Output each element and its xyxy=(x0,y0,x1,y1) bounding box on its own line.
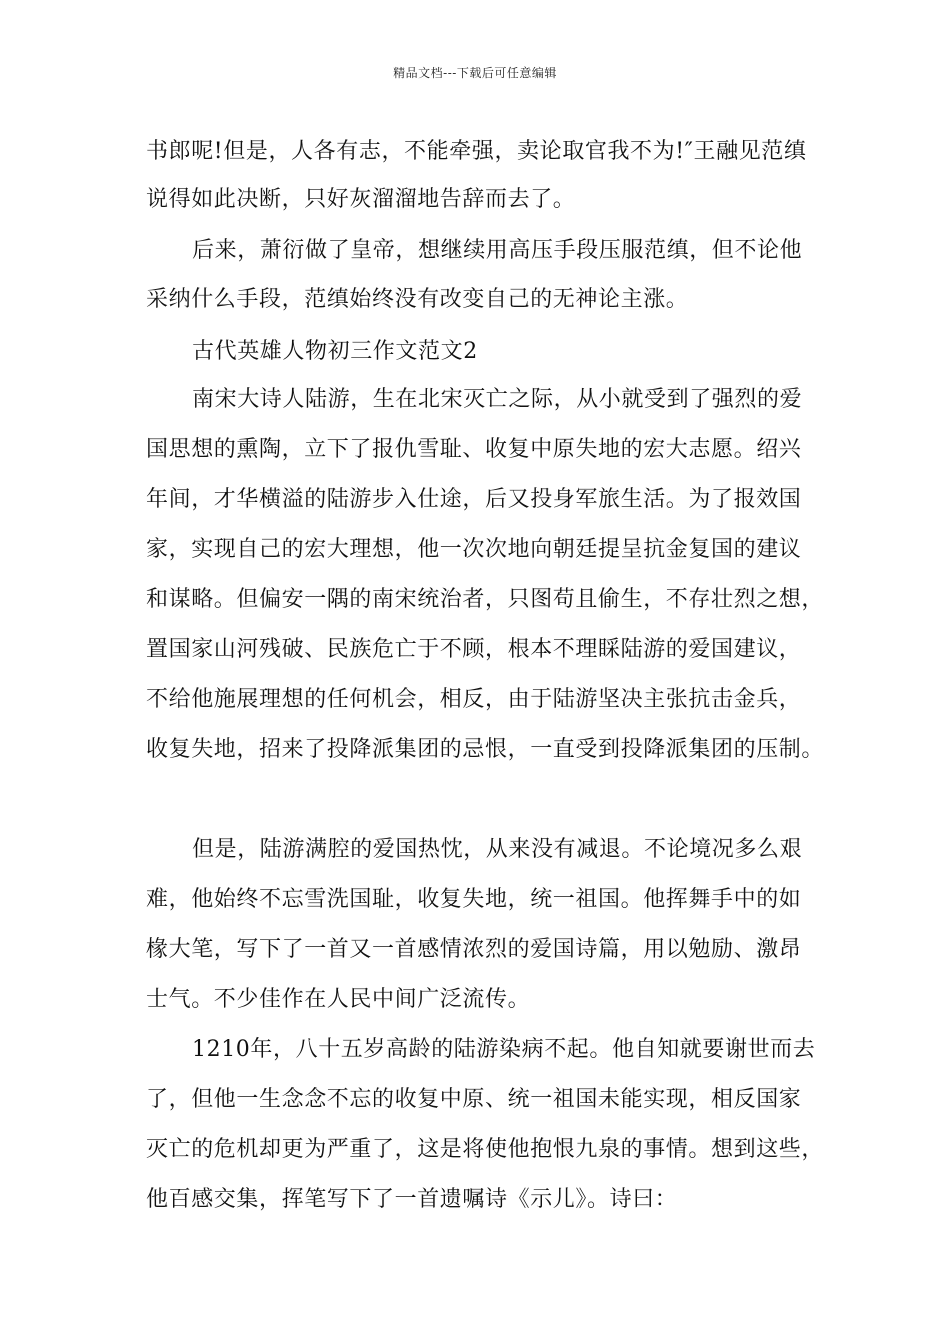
text-line: 椽大笔，写下了一首又一首感情浓烈的爱国诗篇，用以勉励、激昂 xyxy=(146,937,802,962)
text-line: 后来，萧衍做了皇帝，想继续用高压手段压服范缜，但不论他 xyxy=(192,238,803,263)
text-line: 年间，才华横溢的陆游步入仕途，后又投身军旅生活。为了报效国 xyxy=(146,487,802,512)
text-line: 收复失地，招来了投降派集团的忌恨，一直受到投降派集团的压制。 xyxy=(146,737,825,762)
text-line: 说得如此决断，只好灰溜溜地告辞而去了。 xyxy=(146,187,576,212)
section-title: 古代英雄人物初三作文范文2 xyxy=(192,339,478,364)
text-line: 难，他始终不忘雪洗国耻，收复失地，统一祖国。他挥舞手中的如 xyxy=(146,887,802,912)
text-line: 士气。不少佳作在人民中间广泛流传。 xyxy=(146,987,531,1012)
text-line: 他百感交集，挥笔写下了一首遗嘱诗《示儿》。诗曰： xyxy=(146,1187,678,1212)
text-line: 书郎呢!但是，人各有志，不能牵强，卖论取官我不为!″王融见范缜 xyxy=(146,139,807,164)
text-line: 灭亡的危机却更为严重了，这是将使他抱恨九泉的事情。想到这些， xyxy=(146,1137,825,1162)
text-line: 南宋大诗人陆游，生在北宋灭亡之际，从小就受到了强烈的爱 xyxy=(192,387,803,412)
text-line: 置国家山河残破、民族危亡于不顾，根本不理睬陆游的爱国建议， xyxy=(146,637,802,662)
text-line: 但是，陆游满腔的爱国热忱，从来没有减退。不论境况多么艰 xyxy=(192,837,803,862)
text-line: 1210年，八十五岁高龄的陆游染病不起。他自知就要谢世而去 xyxy=(192,1037,816,1062)
text-line: 不给他施展理想的任何机会，相反，由于陆游坚决主张抗击金兵， xyxy=(146,687,802,712)
text-line: 家，实现自己的宏大理想，他一次次地向朝廷提呈抗金复国的建议 xyxy=(146,537,802,562)
text-line: 采纳什么手段，范缜始终没有改变自己的无神论主涨。 xyxy=(146,287,689,312)
text-line: 国思想的熏陶，立下了报仇雪耻、收复中原失地的宏大志愿。绍兴 xyxy=(146,437,802,462)
page-header: 精品文档---下载后可任意编辑 xyxy=(393,66,557,80)
text-line: 和谋略。但偏安一隅的南宋统治者，只图苟且偷生，不存壮烈之想， xyxy=(146,587,825,612)
text-line: 了，但他一生念念不忘的收复中原、统一祖国未能实现，相反国家 xyxy=(146,1087,802,1112)
